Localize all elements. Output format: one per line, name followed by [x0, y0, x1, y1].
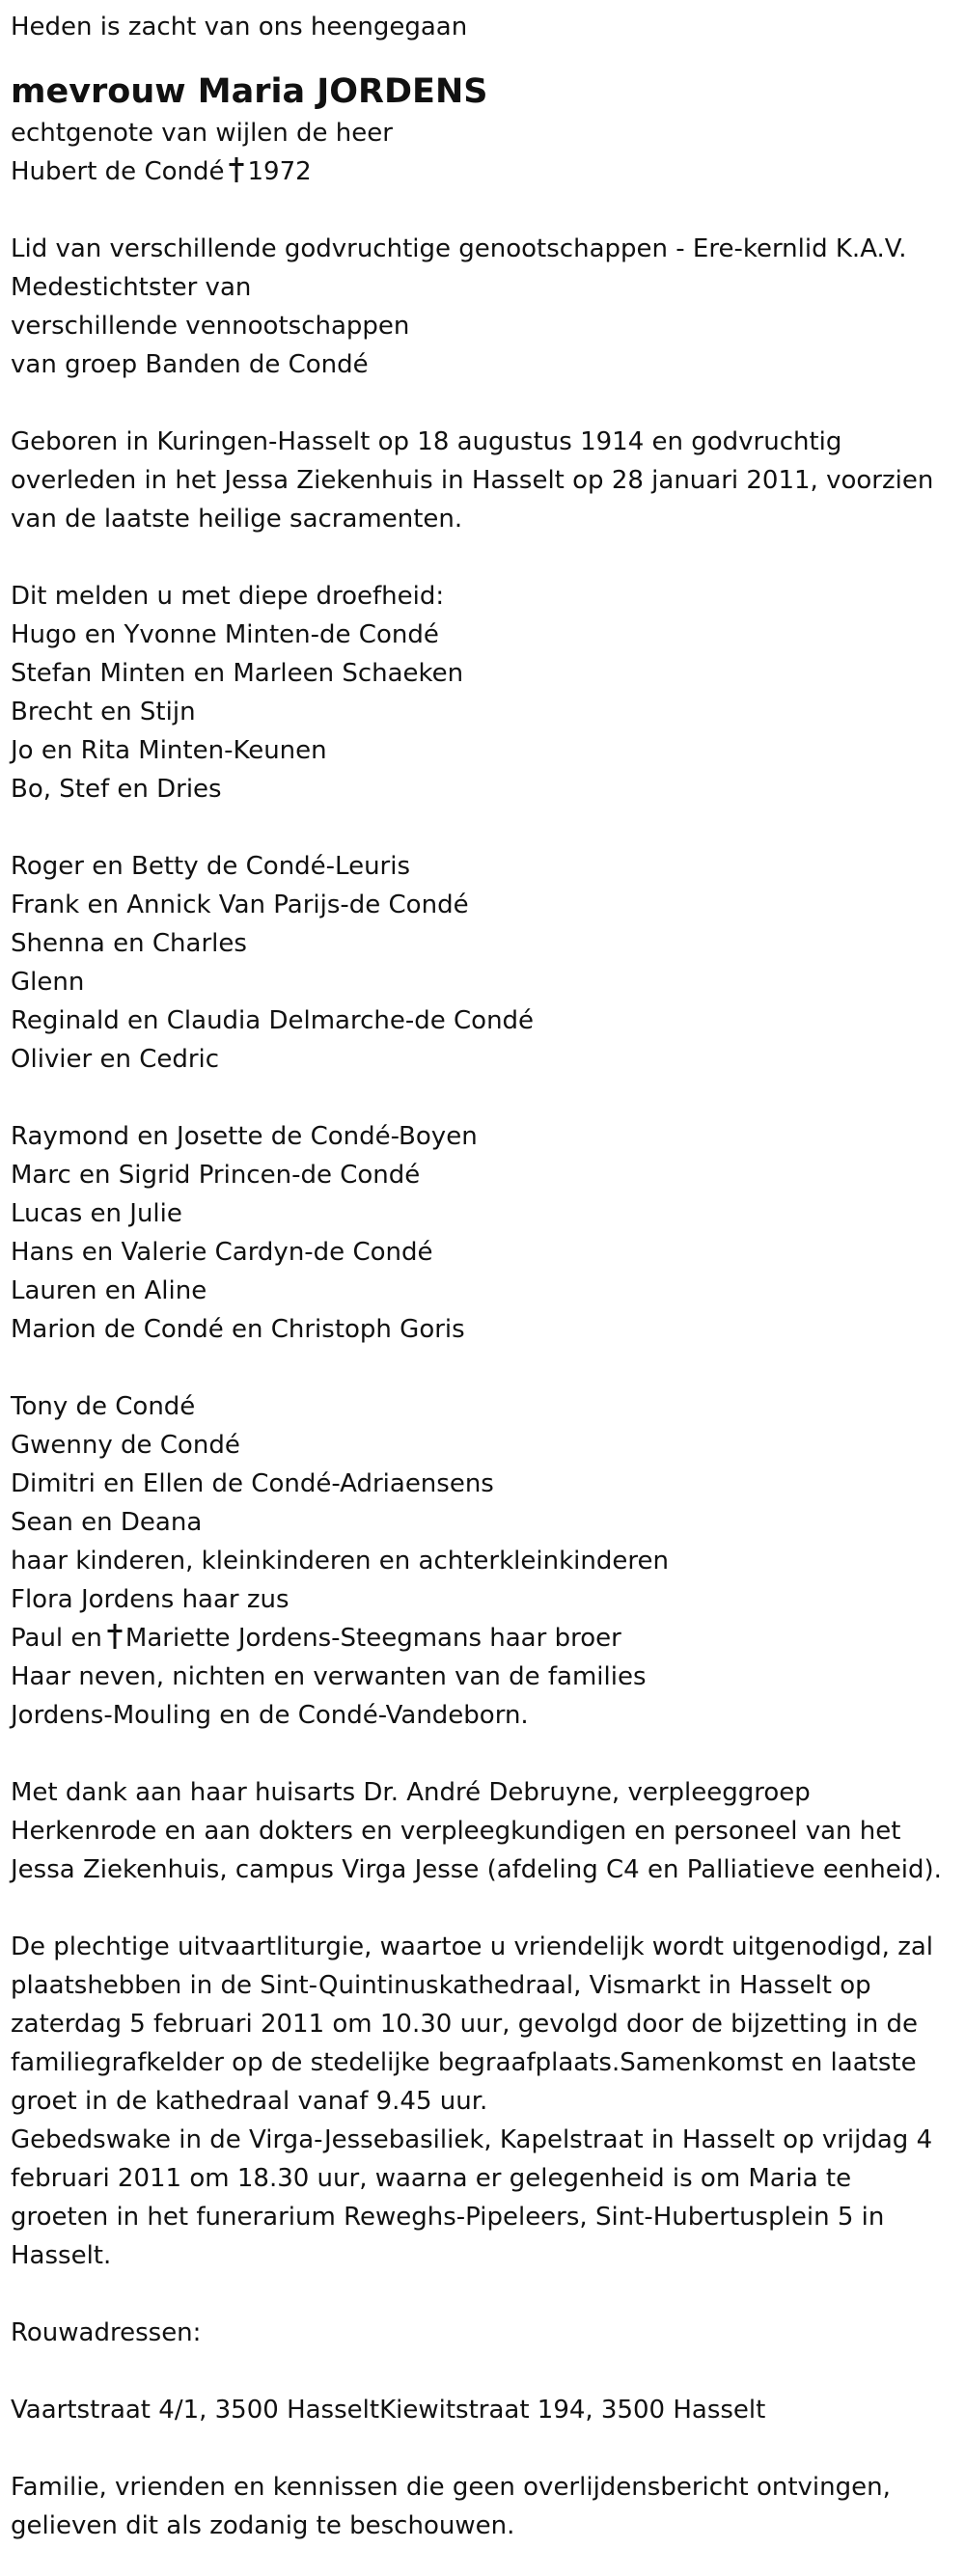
- birth-death-line: Geboren in Kuringen-Hasselt op 18 augustus 1914 en godvruchtig: [11, 427, 842, 456]
- family-member: Marion de Condé en Christoph Goris: [11, 1315, 465, 1344]
- birth-death-line: van de laatste heilige sacramenten.: [11, 505, 463, 534]
- spacer: [11, 191, 965, 230]
- brother-line-prefix: Paul en: [11, 1624, 102, 1653]
- spacer: [11, 2352, 965, 2391]
- family-member: Marc en Sigrid Princen-de Condé: [11, 1161, 421, 1190]
- spacer: [11, 384, 965, 423]
- family-member: Glenn: [11, 968, 85, 997]
- family-member: Dimitri en Ellen de Condé-Adriaensens: [11, 1469, 494, 1498]
- closing-line: Familie, vrienden en kennissen die geen overlijdensbericht ontvingen,: [11, 2473, 891, 2502]
- announce-intro: Dit melden u met diepe droefheid:: [11, 582, 445, 611]
- family-member: Raymond en Josette de Condé-Boyen: [11, 1122, 478, 1151]
- membership-line: Lid van verschillende godvruchtige genootschappen - Ere-kernlid K.A.V.: [11, 234, 907, 263]
- family-member: Gwenny de Condé: [11, 1431, 240, 1460]
- membership-line: verschillende vennootschappen: [11, 312, 410, 341]
- family-member: Olivier en Cedric: [11, 1045, 220, 1074]
- birth-death-line: overleden in het Jessa Ziekenhuis in Hasselt op 28 januari 2011, voorzien: [11, 466, 934, 495]
- spacer: [11, 808, 965, 847]
- family-member: Jo en Rita Minten-Keunen: [11, 736, 327, 765]
- family-member: Lauren en Aline: [11, 1276, 207, 1305]
- funeral-line: Hasselt.: [11, 2241, 112, 2270]
- family-member: Lucas en Julie: [11, 1199, 182, 1228]
- spacer: [11, 2275, 965, 2314]
- thanks-line: Herkenrode en aan dokters en verpleegkundigen en personeel van het: [11, 1817, 901, 1846]
- cross-icon: [106, 1623, 124, 1650]
- funeral-line: februari 2011 om 18.30 uur, waarna er gelegenheid is om Maria te: [11, 2164, 852, 2193]
- funeral-line: De plechtige uitvaartliturgie, waartoe u vriendelijk wordt uitgenodigd, zal: [11, 1932, 934, 1961]
- family-member: Flora Jordens haar zus: [11, 1585, 290, 1614]
- family-member: Tony de Condé: [11, 1392, 196, 1421]
- family-member: Roger en Betty de Condé-Leuris: [11, 852, 411, 881]
- spacer: [11, 1079, 965, 1117]
- family-member: Shenna en Charles: [11, 929, 247, 958]
- family-member: Bo, Stef en Dries: [11, 775, 222, 804]
- spacer: [11, 538, 965, 577]
- family-member: Frank en Annick Van Parijs-de Condé: [11, 891, 469, 919]
- funeral-line: zaterdag 5 februari 2011 om 10.30 uur, gevolgd door de bijzetting in de: [11, 2010, 918, 2039]
- spouse-name: Hubert de Condé: [11, 157, 225, 186]
- funeral-line: familiegrafkelder op de stedelijke begraafplaats.Samenkomst en laatste: [11, 2048, 917, 2077]
- spouse-year: 1972: [247, 157, 312, 186]
- thanks-line: Jessa Ziekenhuis, campus Virga Jesse (afdeling C4 en Palliatieve eenheid).: [11, 1855, 942, 1884]
- funeral-line: Gebedswake in de Virga-Jessebasiliek, Kapelstraat in Hasselt op vrijdag 4: [11, 2125, 933, 2154]
- extended-family-line: Haar neven, nichten en verwanten van de families: [11, 1662, 647, 1691]
- brother-line: [11, 1619, 965, 1658]
- family-member: haar kinderen, kleinkinderen en achterkleinkinderen: [11, 1547, 669, 1576]
- spacer: [11, 2429, 965, 2468]
- funeral-line: plaatshebben in de Sint-Quintinuskathedraal, Vismarkt in Hasselt op: [11, 1971, 871, 2000]
- family-member: Hugo en Yvonne Minten-de Condé: [11, 620, 439, 649]
- spacer: [11, 1735, 965, 1773]
- intro-text: Heden is zacht van ons heengegaan: [11, 13, 468, 41]
- condolence-addresses: Vaartstraat 4/1, 3500 HasseltKiewitstraat 194, 3500 Hasselt: [11, 2396, 766, 2425]
- cross-icon: [228, 156, 245, 183]
- membership-line: Medestichtster van: [11, 273, 252, 302]
- spacer: [11, 1889, 965, 1928]
- funeral-line: groeten in het funerarium Reweghs-Pipeleers, Sint-Hubertusplein 5 in: [11, 2203, 885, 2232]
- funeral-line: groet in de kathedraal vanaf 9.45 uur.: [11, 2087, 488, 2116]
- condolence-heading: Rouwadressen:: [11, 2318, 202, 2347]
- closing-line: gelieven dit als zodanig te beschouwen.: [11, 2511, 515, 2540]
- family-member: Stefan Minten en Marleen Schaeken: [11, 659, 464, 688]
- spouse-line: echtgenote van wijlen de heer: [11, 119, 393, 148]
- deceased-name: mevrouw Maria JORDENS: [11, 72, 488, 111]
- brother-line-suffix: Mariette Jordens-Steegmans haar broer: [124, 1624, 621, 1653]
- family-member: Reginald en Claudia Delmarche-de Condé: [11, 1006, 535, 1035]
- extended-family-line: Jordens-Mouling en de Condé-Vandeborn.: [11, 1701, 529, 1730]
- family-member: Hans en Valerie Cardyn-de Condé: [11, 1238, 433, 1267]
- spacer: [11, 1349, 965, 1387]
- membership-line: van groep Banden de Condé: [11, 350, 369, 379]
- thanks-line: Met dank aan haar huisarts Dr. André Debruyne, verpleeggroep: [11, 1778, 811, 1807]
- spouse-name-line: [11, 152, 965, 191]
- family-member: Brecht en Stijn: [11, 698, 196, 726]
- family-member: Sean en Deana: [11, 1508, 203, 1537]
